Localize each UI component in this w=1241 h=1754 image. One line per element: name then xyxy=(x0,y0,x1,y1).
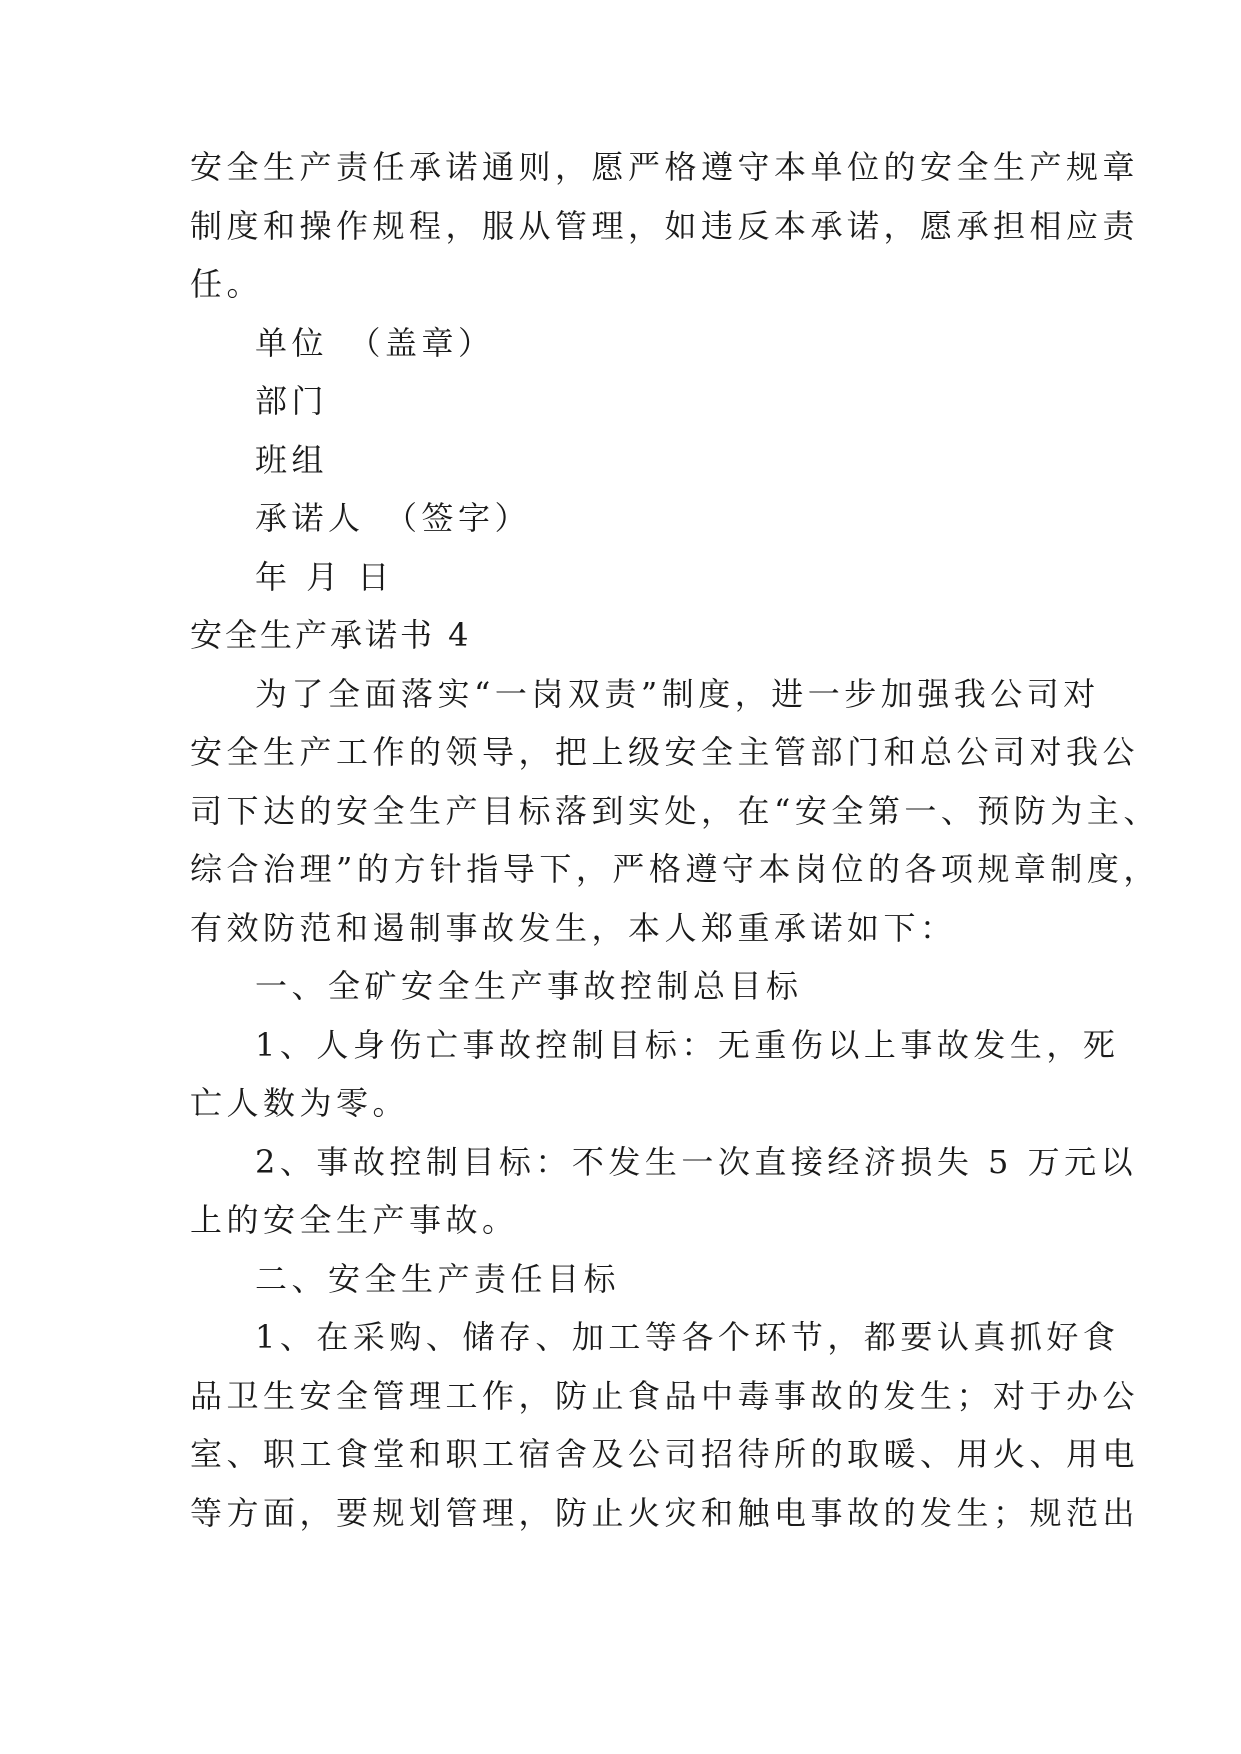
text-line: 上的安全生产事故。 xyxy=(190,1201,519,1239)
text-line: 司下达的安全生产目标落到实处，在“安全第一、预防为主、 xyxy=(190,791,1160,830)
text-line: 年 月 日 xyxy=(255,557,394,596)
text-line: 部门 xyxy=(255,382,329,420)
text-line: 品卫生安全管理工作，防止食品中毒事故的发生；对于办公 xyxy=(190,1376,1140,1415)
text-line: 二、安全生产责任目标 xyxy=(255,1259,621,1298)
text-line: 综合治理”的方针指导下，严格遵守本岗位的各项规章制度， xyxy=(190,850,1160,888)
text-line: 1、人身伤亡事故控制目标：无重伤以上事故发生，死 xyxy=(255,1025,1120,1064)
text-line: 班组 xyxy=(255,440,329,479)
text-line: 为了全面落实“一岗双责”制度，进一步加强我公司对 xyxy=(255,674,1100,713)
text-line: 制度和操作规程，服从管理，如违反本承诺，愿承担相应责 xyxy=(190,206,1140,245)
text-line: 一、全矿安全生产事故控制总目标 xyxy=(255,967,803,1005)
text-line: 1、在采购、储存、加工等各个环节，都要认真抓好食 xyxy=(255,1318,1120,1356)
text-line: 任。 xyxy=(190,265,264,303)
text-line: 等方面，要规划管理，防止火灾和触电事故的发生；规范出 xyxy=(190,1493,1140,1532)
text-line: 室、职工食堂和职工宿舍及公司招待所的取暖、用火、用电 xyxy=(190,1435,1140,1473)
section-heading: 安全生产承诺书 4 xyxy=(190,616,472,654)
text-line: 有效防范和遏制事故发生，本人郑重承诺如下： xyxy=(190,908,957,947)
text-line: 承诺人 （签字） xyxy=(255,499,532,537)
text-line: 安全生产责任承诺通则，愿严格遵守本单位的安全生产规章 xyxy=(190,148,1140,186)
text-line: 安全生产工作的领导，把上级安全主管部门和总公司对我公 xyxy=(190,733,1140,771)
text-line: 亡人数为零。 xyxy=(190,1084,410,1122)
text-line: 单位 （盖章） xyxy=(255,323,495,362)
text-line: 2、事故控制目标：不发生一次直接经济损失 5 万元以 xyxy=(255,1142,1138,1181)
document-body xyxy=(190,138,1160,1542)
